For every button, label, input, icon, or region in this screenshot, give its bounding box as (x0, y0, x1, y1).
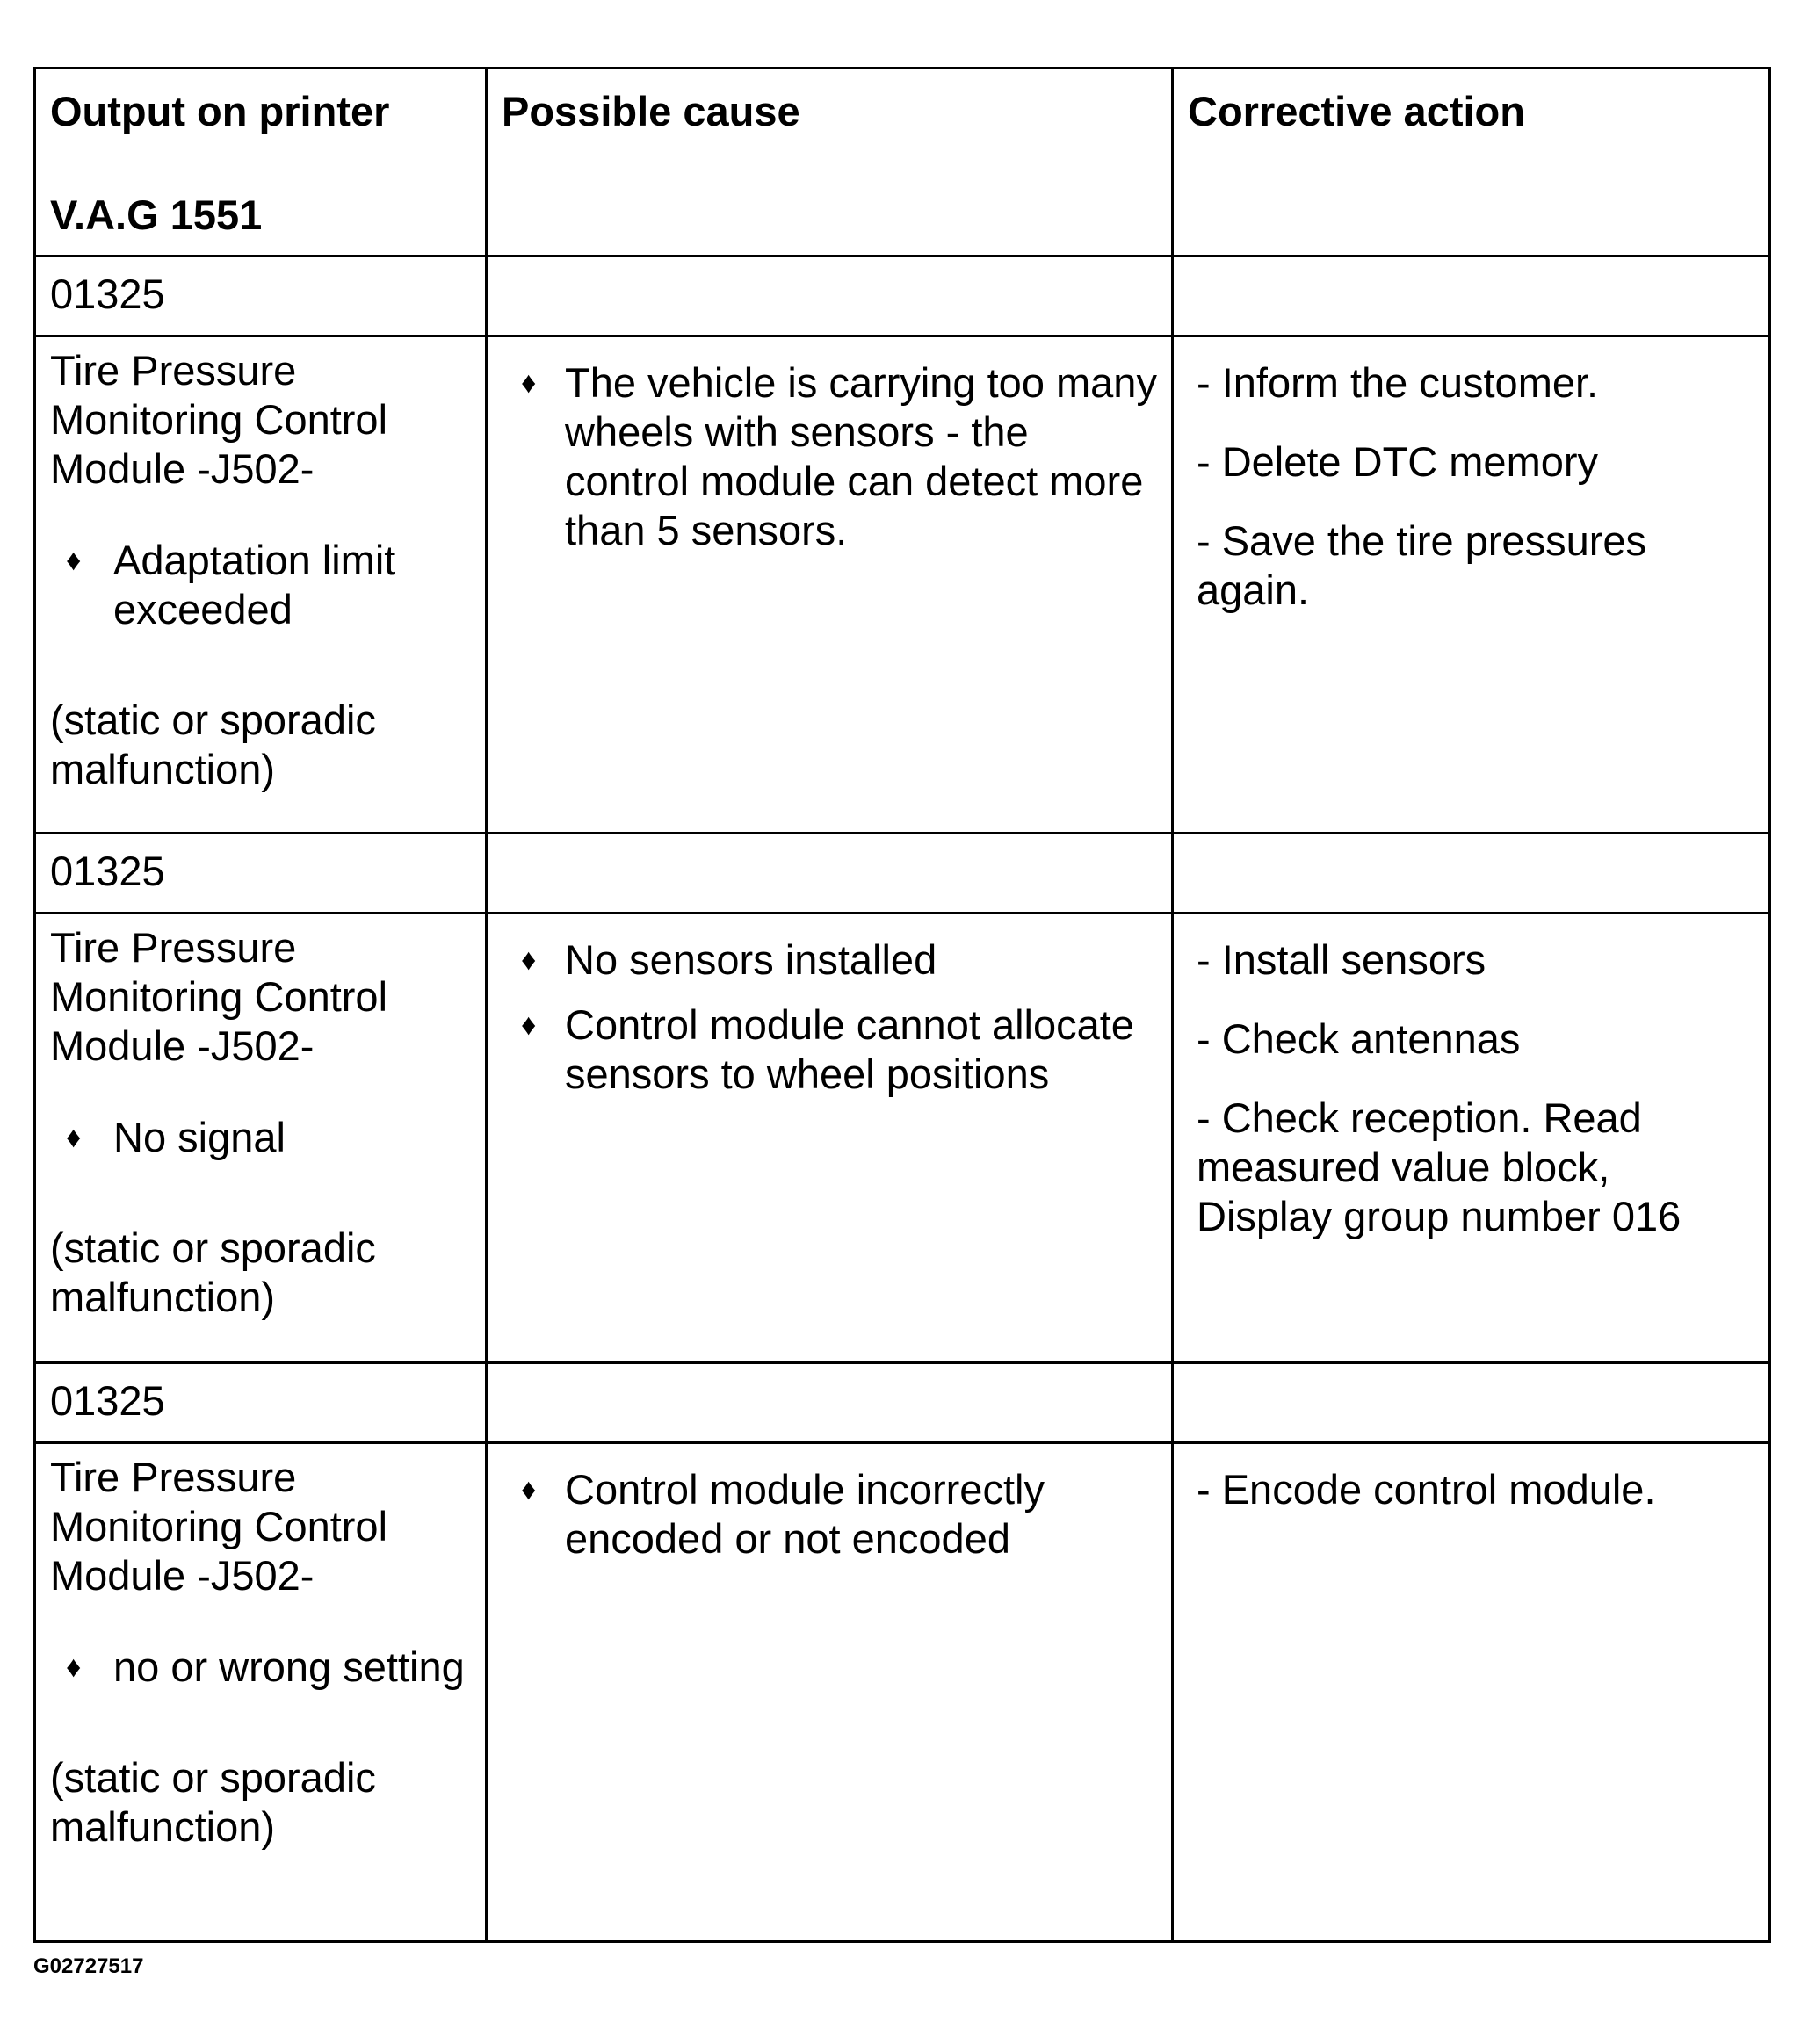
cause-item (502, 935, 1157, 985)
header-corrective-action: Corrective action (1173, 69, 1770, 256)
header-tester-label: V.A.G 1551 (50, 191, 263, 238)
diamond-bullet-icon: ♦ (521, 1008, 537, 1042)
diamond-bullet-icon: ♦ (521, 1473, 537, 1506)
header-possible-cause: Possible cause (487, 69, 1173, 256)
module-name: Tire Pressure Monitoring Control Module -J502- (50, 924, 388, 1069)
condition-text: no or wrong setting (113, 1643, 465, 1690)
action-item: - Install sensors (1197, 936, 1486, 983)
table-row (35, 914, 1770, 1363)
empty-cell (1173, 1363, 1770, 1443)
diamond-bullet-icon: ♦ (66, 1121, 82, 1154)
cause-item (502, 358, 1157, 555)
empty-cell (487, 1363, 1173, 1443)
table-row (35, 336, 1770, 834)
table-header-row (35, 69, 1770, 256)
diagnostic-table (33, 67, 1771, 1943)
cause-item (502, 1465, 1157, 1564)
condition-item (50, 1643, 471, 1692)
table-row-code (35, 256, 1770, 336)
cause-text: No sensors installed (565, 936, 937, 983)
action-item: - Check reception. Read measured value block, Display group number 016 (1197, 1094, 1682, 1239)
figure-code: G02727517 (33, 1954, 144, 1978)
corrective-action-cell (1173, 1443, 1770, 1942)
empty-cell (1173, 834, 1770, 914)
empty-cell (487, 834, 1173, 914)
header-output-on-printer (35, 69, 487, 256)
condition-item (50, 1113, 471, 1162)
diamond-bullet-icon: ♦ (66, 544, 82, 577)
malfunction-type: (static or sporadic malfunction) (50, 1224, 376, 1320)
module-name: Tire Pressure Monitoring Control Module -J502- (50, 347, 388, 492)
dtc-code: 01325 (35, 834, 487, 914)
possible-cause-cell (487, 914, 1173, 1363)
possible-cause-cell (487, 336, 1173, 834)
diamond-bullet-icon: ♦ (521, 943, 537, 977)
header-output-label: Output on printer (50, 88, 390, 134)
cause-text: Control module incorrectly encoded or not encoded (565, 1466, 1045, 1562)
condition-item (50, 536, 471, 634)
action-item: - Save the tire pressures again. (1197, 517, 1646, 613)
dtc-code: 01325 (35, 1363, 487, 1443)
action-item: - Check antennas (1197, 1015, 1521, 1062)
action-item: - Encode control module. (1197, 1466, 1656, 1513)
condition-text: Adaptation limit exceeded (113, 537, 396, 632)
cause-text: The vehicle is carrying too many wheels with sensors - the control module can detect more than 5 sensors. (565, 359, 1157, 553)
malfunction-type: (static or sporadic malfunction) (50, 1754, 376, 1850)
empty-cell (1173, 256, 1770, 336)
module-name: Tire Pressure Monitoring Control Module -J502- (50, 1454, 388, 1599)
action-item: - Delete DTC memory (1197, 438, 1599, 485)
output-description (35, 1443, 487, 1942)
table-row (35, 1443, 1770, 1942)
malfunction-type: (static or sporadic malfunction) (50, 697, 376, 792)
cause-text: Control module cannot allocate sensors to wheel positions (565, 1001, 1134, 1097)
empty-cell (487, 256, 1173, 336)
cause-item (502, 1000, 1157, 1099)
condition-text: No signal (113, 1114, 286, 1160)
diamond-bullet-icon: ♦ (66, 1650, 82, 1684)
table-row-code (35, 834, 1770, 914)
diamond-bullet-icon: ♦ (521, 366, 537, 400)
dtc-code: 01325 (35, 256, 487, 336)
possible-cause-cell (487, 1443, 1173, 1942)
table-row-code (35, 1363, 1770, 1443)
output-description (35, 336, 487, 834)
output-description (35, 914, 487, 1363)
corrective-action-cell (1173, 336, 1770, 834)
corrective-action-cell (1173, 914, 1770, 1363)
action-item: - Inform the customer. (1197, 359, 1599, 406)
